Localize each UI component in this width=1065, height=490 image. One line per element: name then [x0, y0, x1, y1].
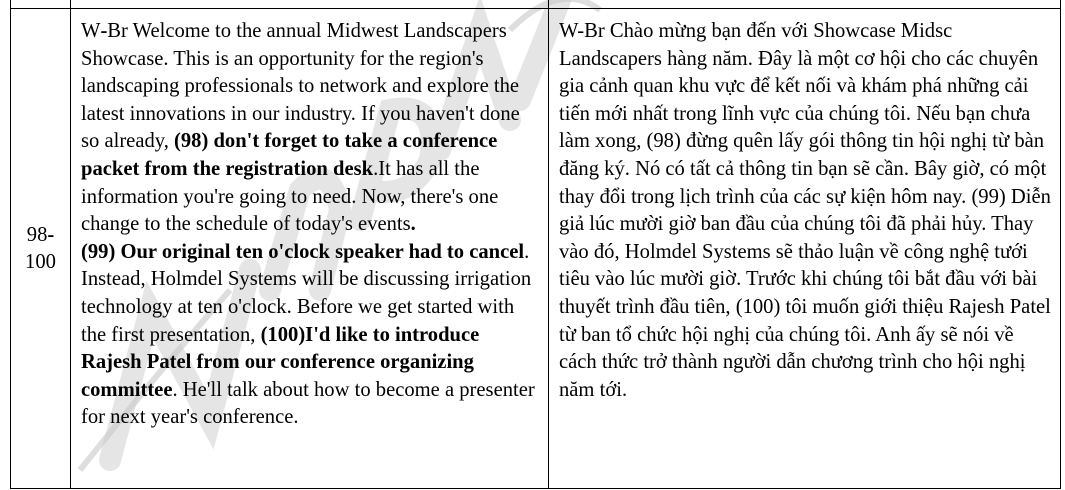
- transcript-table: [10, 0, 1061, 489]
- english-text-part: -: [100, 20, 108, 42]
- question-number-cell: [11, 9, 71, 489]
- english-text-part: Br Welcome to the annual Midwest Landscapers Showcase. This is an opportunity for the region's landscaping professionals to network and explore the latest innovations in our industry. If you haven't done so already,: [81, 20, 520, 153]
- english-text-part: . Instead, Holmdel Systems will be discussing irrigation technology at ten o'clock. Before we get started with the first presentation,: [81, 240, 532, 346]
- question-number-start: 98: [26, 223, 48, 246]
- english-text-part: .: [410, 213, 416, 236]
- english-transcript-cell: [71, 9, 549, 489]
- top-rule-cell-number: [11, 0, 71, 9]
- answer-98-highlight: (98) don't forget to take a conference packet from the registration desk: [81, 130, 498, 180]
- english-text-part: . He'll talk about how to become a presenter for next year's conference.: [81, 378, 535, 429]
- answer-100-highlight: (100)I'd like to introduce Rajesh Patel from our conference organizing committee: [81, 323, 480, 401]
- vietnamese-translation: W-Br Chào mừng bạn đến với Showcase Midsc Landscapers hàng năm. Đây là một cơ hội cho các chuyên gia cảnh quan khu vực để kết nối và khám phá những cải tiến mới nhất trong lĩnh vực của chúng tôi. Nếu bạn chưa làm xong, (98) đừng quên lấy gói thông tin hội nghị từ bàn đăng ký. Nó có tất cả thông tin bạn sẽ cần. Bây giờ, có một thay đổi trong lịch trình của các sự kiện hôm nay. (99) Diễn giả lúc mười giờ ban đầu của chúng tôi đã phải hủy. Thay vào đó, Holmdel Systems sẽ thảo luận về công nghệ tưới tiêu vào lúc mười giờ. Trước khi chúng tôi bắt đầu với bài thuyết trình đầu tiên, (100) tôi muốn giới thiệu Rajesh Patel từ ban tổ chức hội nghị của chúng tôi. Anh ấy sẽ nói về cách thức trở thành người dẫn chương trình cho hội nghị năm tới.: [559, 20, 1051, 401]
- question-number-end: 100: [25, 250, 56, 273]
- english-text-part: W: [81, 20, 101, 42]
- vietnamese-translation-cell: [549, 9, 1061, 489]
- english-transcript: [81, 18, 542, 432]
- top-rule-cell-english: [71, 0, 549, 9]
- table-top-rule: [11, 0, 1061, 9]
- english-text-part: .It has all the information you're going to need. Now, there's one change to the schedule of today's events: [81, 157, 499, 236]
- question-number-dash: -: [47, 223, 55, 246]
- table-row: [11, 9, 1061, 489]
- answer-99-highlight: (99) Our original ten o'clock speaker had to cancel: [81, 240, 525, 263]
- top-rule-cell-vietnamese: [549, 0, 1061, 9]
